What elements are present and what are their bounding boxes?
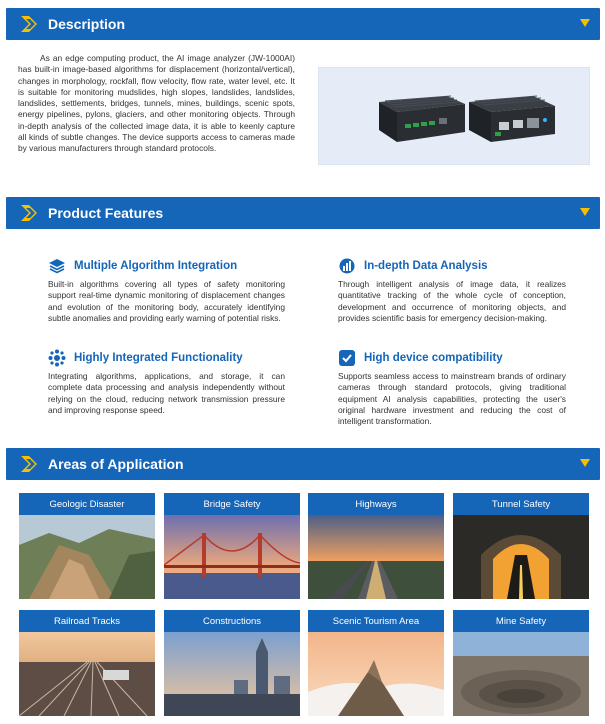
tunnel-image xyxy=(453,515,589,599)
bridge-image xyxy=(164,515,300,599)
app-card-highways[interactable] xyxy=(308,493,444,599)
highway-image xyxy=(308,515,444,599)
product-photo xyxy=(318,67,590,165)
section-title: Description xyxy=(48,16,126,32)
railroad-image xyxy=(19,632,155,716)
app-card-label: Railroad Tracks xyxy=(19,610,155,632)
feature-multiple-algorithm xyxy=(48,257,285,324)
app-card-label: Geologic Disaster xyxy=(19,493,155,515)
app-card-label: Tunnel Safety xyxy=(453,493,589,515)
feature-title: Multiple Algorithm Integration xyxy=(74,260,238,272)
section-title: Areas of Application xyxy=(48,456,184,472)
description-text: As an edge computing product, the AI image analyzer (JW-1000AI) has built-in image-based algorithms for displacement (horizontal/vertical), changes in morphology, rockfall, flow velocity, flow rate, water level, etc. It is suitable for monitoring mudslides, high slopes, landslides, landslides, landslides, settlements, bridges, tunnels, mines, buildings, scenic spots, energy pipelines, pylons, glaciers, and other monitoring objects. Through in-depth analysis of the collected image data, it is able to keenly capture all kinds of subtle changes. The device supports access to cameras made by various manufacturers through standard protocols. xyxy=(18,53,295,154)
feature-high-compatibility xyxy=(338,349,566,427)
section-header-description[interactable] xyxy=(6,8,600,40)
integration-icon xyxy=(48,349,66,367)
app-card-constructions[interactable] xyxy=(164,610,300,716)
chevron-right-icon xyxy=(14,8,44,40)
app-card-mine-safety[interactable] xyxy=(453,610,589,716)
section-title: Product Features xyxy=(48,205,164,221)
app-card-tunnel-safety[interactable] xyxy=(453,493,589,599)
app-card-scenic-tourism[interactable] xyxy=(308,610,444,716)
constructions-image xyxy=(164,632,300,716)
app-card-label: Bridge Safety xyxy=(164,493,300,515)
app-card-label: Constructions xyxy=(164,610,300,632)
chevron-right-icon xyxy=(14,197,44,229)
compatibility-icon xyxy=(338,349,356,367)
feature-title: In-depth Data Analysis xyxy=(364,260,488,272)
app-card-railroad-tracks[interactable] xyxy=(19,610,155,716)
feature-highly-integrated xyxy=(48,349,285,416)
collapse-triangle-icon[interactable] xyxy=(580,208,590,216)
section-header-applications[interactable] xyxy=(6,448,600,480)
feature-text: Built-in algorithms covering all types of safety monitoring support real-time dynamic monitoring of displacement changes and evolution of the monitoring body, accurately identifying subtle anomalies and providing early warning of potential risks. xyxy=(48,279,285,323)
feature-title: Highly Integrated Functionality xyxy=(74,352,243,364)
collapse-triangle-icon[interactable] xyxy=(580,19,590,27)
section-header-features[interactable] xyxy=(6,197,600,229)
top-strip xyxy=(0,0,605,8)
analysis-icon xyxy=(338,257,356,275)
feature-in-depth-analysis xyxy=(338,257,566,324)
collapse-triangle-icon[interactable] xyxy=(580,459,590,467)
app-card-label: Highways xyxy=(308,493,444,515)
geologic-disaster-image xyxy=(19,515,155,599)
layers-icon xyxy=(48,257,66,275)
app-card-label: Mine Safety xyxy=(453,610,589,632)
feature-text: Through intelligent analysis of image data, it realizes quantitative tracking of the whole cycle of conception, development and occurrence of monitoring objects, and provides scientific basis for emergency decision-making. xyxy=(338,279,566,323)
feature-title: High device compatibility xyxy=(364,352,503,364)
app-card-geologic-disaster[interactable] xyxy=(19,493,155,599)
chevron-right-icon xyxy=(14,448,44,480)
feature-text: Integrating algorithms, applications, and storage, it can complete data processing and analysis independently without relying on the cloud, reducing network transmission pressure and improving response speed. xyxy=(48,371,285,415)
mine-image xyxy=(453,632,589,716)
feature-text: Supports seamless access to mainstream brands of ordinary cameras through standard protocols, giving traditional equipment AI analysis capabilities, protecting the user's original hardware investment and reducing the cost of intelligent transformation. xyxy=(338,371,566,427)
app-card-bridge-safety[interactable] xyxy=(164,493,300,599)
app-card-label: Scenic Tourism Area xyxy=(308,610,444,632)
scenic-image xyxy=(308,632,444,716)
